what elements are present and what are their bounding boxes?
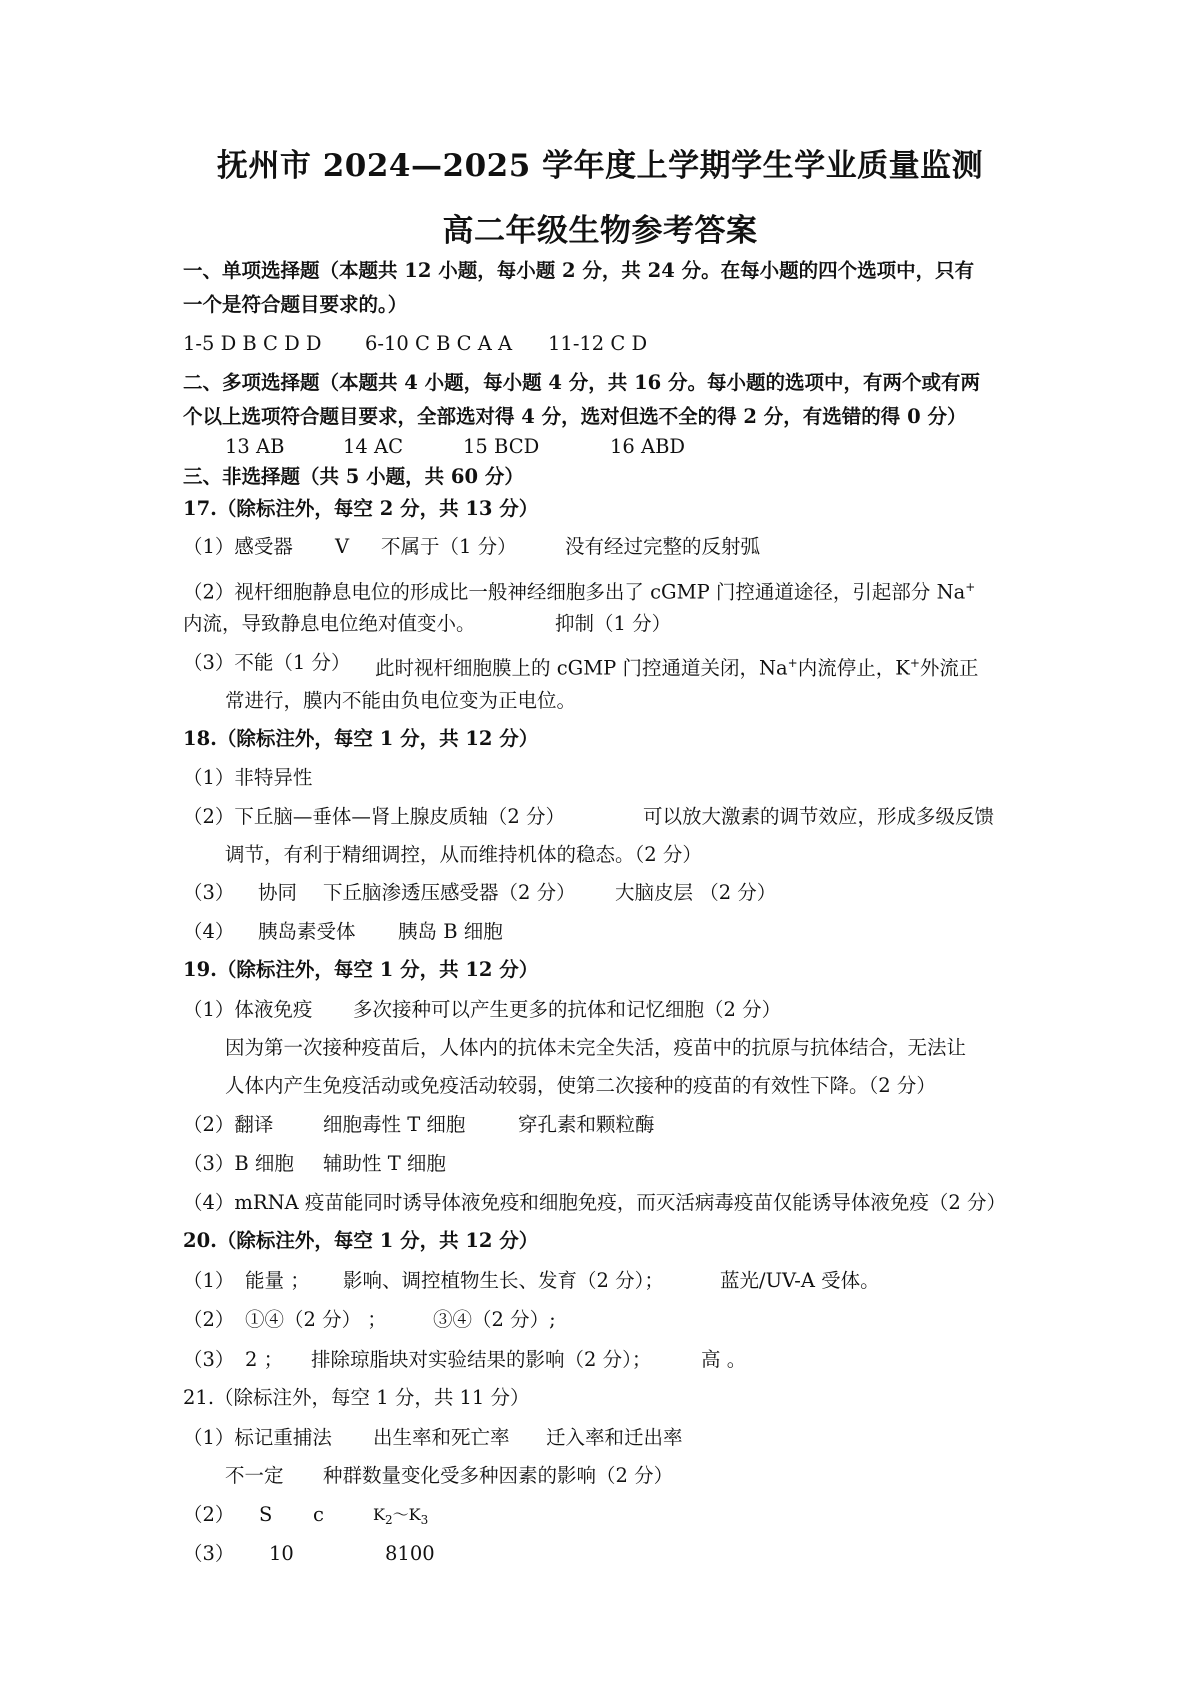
q18-p2-l1a: （2）下丘脑—垂体—肾上腺皮质轴（2 分） [183,805,566,828]
page-title: 抚州市 2024—2025 学年度上学期学生学业质量监测 [216,148,984,184]
q17-p2-l2a: 内流，导致静息电位绝对值变小。 [183,612,476,635]
q17-part2-line1 [183,574,975,606]
q19-p3-a: （3）B 细胞 [183,1152,294,1175]
q19-part1-line2: 因为第一次接种疫苗后，人体内的抗体未完全失活，疫苗中的抗原与抗体结合，无法让 [225,1036,967,1059]
q20-part1 [183,1268,880,1294]
q19-p1-b: 多次接种可以产生更多的抗体和记忆细胞（2 分） [353,998,782,1021]
q19-part1-line1 [183,997,782,1023]
q21-p3-a: （3） [183,1542,235,1565]
q20-p2-c: ③④（2 分）; [433,1308,556,1331]
q19-part1-line3: 人体内产生免疫活动或免疫活动较弱，使第二次接种的疫苗的有效性下降。（2 分） [225,1074,936,1097]
q18-p4-b: 胰岛素受体 [258,920,356,943]
q21-part3 [183,1541,435,1567]
q20-p1-c: 影响、调控植物生长、发育（2 分）； [343,1269,664,1292]
q18-p3-b: 协同 [258,881,298,904]
q18-p3-c: 下丘脑渗透压感受器（2 分） [323,881,576,904]
q18-p2-l1b: 可以放大激素的调节效应，形成多级反馈 [643,805,995,828]
q21-p2-k2: K [373,1505,385,1524]
q17-p3-l1d: 外流正 [919,656,979,680]
q21-p1-l2b: 种群数量变化受多种因素的影响（2 分） [323,1464,674,1487]
q21-p2-c: c [313,1503,324,1526]
q17-p2-sup: + [965,580,976,594]
q20-part3 [183,1347,747,1373]
q19-part3 [183,1151,446,1177]
q19-heading: 19.（除标注外，每空 1 分，共 12 分） [183,958,539,981]
q21-p1-c: 迁入率和迁出率 [546,1426,683,1449]
q20-p1-d: 蓝光/UV-A 受体。 [720,1269,880,1292]
q21-p1-b: 出生率和死亡率 [373,1426,510,1449]
q20-p3-b: 2 ； [245,1348,284,1371]
answer-16: 16 ABD [610,435,686,458]
q21-p1-l2a: 不一定 [225,1464,284,1487]
q18-part4 [183,919,503,945]
q20-part2 [183,1307,556,1333]
q21-p3-c: 8100 [385,1542,435,1565]
q19-p1-a: （1）体液免疫 [183,998,313,1021]
q17-heading: 17.（除标注外，每空 2 分，共 13 分） [183,497,539,520]
q21-part1-line1 [183,1425,683,1451]
q18-p4-a: （4） [183,920,235,943]
q19-p3-b: 辅助性 T 细胞 [323,1152,446,1175]
q18-part2-line1 [183,804,995,830]
q18-heading: 18.（除标注外，每空 1 分，共 12 分） [183,727,539,750]
section2-heading-line2: 个以上选项符合题目要求，全部选对得 4 分，选对但选不全的得 2 分，有选错的得 0 分） [183,405,967,428]
section2-heading-line1: 二、多项选择题（本题共 4 小题，每小题 4 分，共 16 分。每小题的选项中，有两个或有两 [183,371,981,394]
q17-p3-sup2: + [909,656,920,670]
q21-p1-a: （1）标记重捕法 [183,1426,332,1449]
q19-part2 [183,1112,655,1138]
q21-p2-sub1: 2 [384,1513,393,1528]
q21-part2 [183,1502,429,1528]
answers-11-12: 11-12 C D [548,332,648,355]
q17-p1-c: 不属于（1 分） [381,535,517,558]
q21-p2-a: （2） [183,1503,235,1526]
q17-part2-line2 [183,611,672,637]
q17-p3-l1a: （3）不能（1 分） [183,651,351,674]
answer-15: 15 BCD [463,435,540,458]
page-subtitle: 高二年级生物参考答案 [442,213,758,249]
q21-heading: 21.（除标注外，每空 1 分，共 11 分） [183,1386,530,1409]
q21-p2-d [373,1502,428,1533]
q20-p2-a: （2） [183,1308,235,1331]
answers-1-5: 1-5 D B C D D [183,332,322,355]
q21-p2-sub2: 3 [420,1513,429,1528]
section1-answers [183,331,648,357]
q20-p3-a: （3） [183,1348,235,1371]
q17-p2-l2b: 抑制（1 分） [555,612,672,635]
q19-p2-c: 穿孔素和颗粒酶 [518,1113,655,1136]
q17-p3-sup1: + [787,656,798,670]
q17-part3-line2: 常进行，膜内不能由负电位变为正电位。 [225,689,577,712]
answer-13: 13 AB [225,435,285,458]
q17-part1 [183,534,761,560]
q19-p2-a: （2）翻译 [183,1113,274,1136]
q20-p1-a: （1） [183,1269,235,1292]
q20-p1-b: 能量 ； [245,1269,310,1292]
answers-6-10: 6-10 C B C A A [365,332,513,355]
q18-p3-a: （3） [183,881,235,904]
q20-p3-c: 排除琼脂块对实验结果的影响（2 分）； [311,1348,652,1371]
q18-p4-c: 胰岛 B 细胞 [398,920,503,943]
q19-part4: （4）mRNA 疫苗能同时诱导体液免疫和细胞免疫，而灭活病毒疫苗仅能诱导体液免疫（2 分） [183,1191,1007,1214]
q19-p2-b: 细胞毒性 T 细胞 [323,1113,466,1136]
q21-p3-b: 10 [269,1542,294,1565]
q21-p2-k3: ～K [392,1505,421,1524]
section2-answers [225,434,686,460]
q17-p1-a: （1）感受器 [183,535,293,558]
q18-p3-d: 大脑皮层 （2 分） [615,881,777,904]
q17-p1-b: V [335,535,350,558]
q17-p3-l1-rest [375,650,978,682]
q21-p2-b: S [259,1503,273,1526]
q18-part1: （1）非特异性 [183,766,313,789]
q17-p2-text: （2）视杆细胞静息电位的形成比一般神经细胞多出了 cGMP 门控通道途径，引起部分 Na [183,580,966,604]
section3-heading: 三、非选择题（共 5 小题，共 60 分） [183,465,524,488]
q20-p3-d: 高 。 [701,1348,747,1371]
q17-p3-l1b: 此时视杆细胞膜上的 cGMP 门控通道关闭，Na [375,656,788,680]
q20-p2-b: ①④（2 分） ； [245,1308,387,1331]
q17-part3-line1 [183,650,979,680]
q17-p3-l1c: 内流停止，K [797,656,910,680]
answer-14: 14 AC [343,435,404,458]
q17-p1-d: 没有经过完整的反射弧 [565,535,761,558]
section1-heading-line2: 一个是符合题目要求的。） [183,293,408,316]
q18-part3 [183,880,777,906]
q20-heading: 20.（除标注外，每空 1 分，共 12 分） [183,1229,539,1252]
q21-part1-line2 [225,1463,674,1489]
q18-part2-line2: 调节，有利于精细调控，从而维持机体的稳态。（2 分） [225,843,702,866]
section1-heading-line1: 一、单项选择题（本题共 12 小题，每小题 2 分，共 24 分。在每小题的四个选项中，只有 [183,259,975,282]
